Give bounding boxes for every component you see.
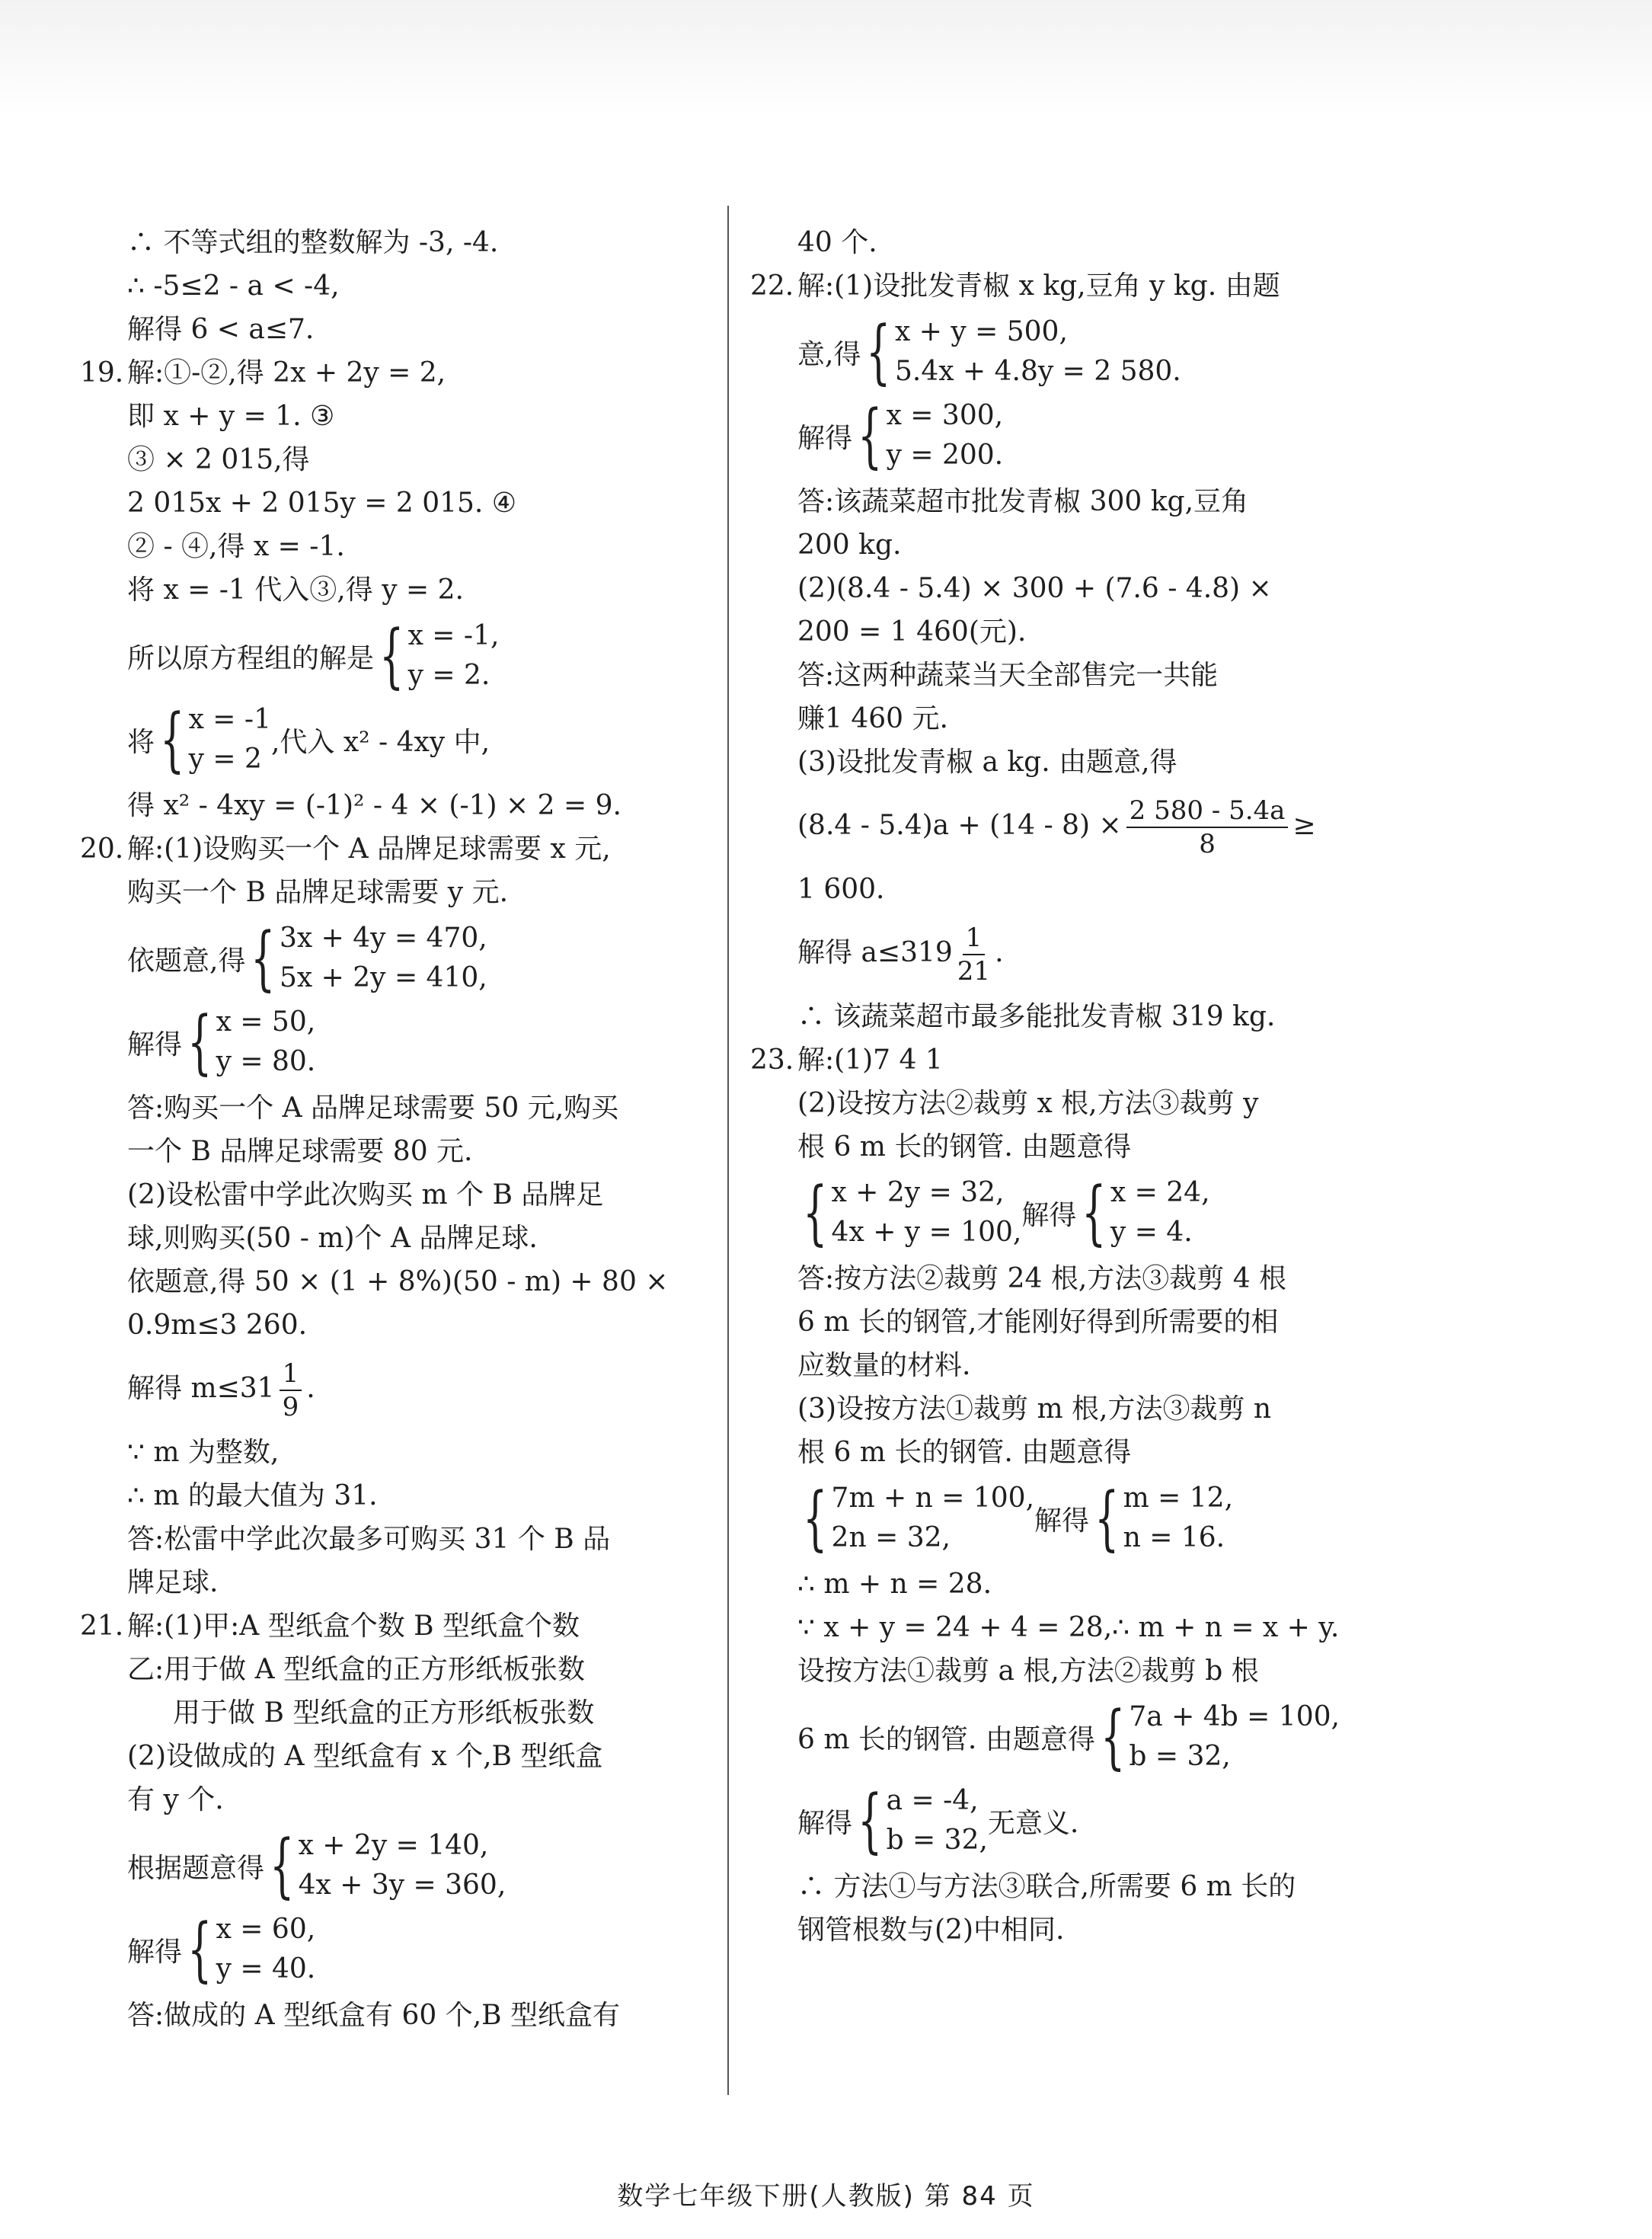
text-line: ∴ 不等式组的整数解为 -3, -4. xyxy=(127,227,499,258)
brace-icon: { xyxy=(270,1825,295,1906)
brace-icon: { xyxy=(1082,1172,1107,1253)
brace-icon: { xyxy=(858,1780,883,1861)
text-line: . xyxy=(306,1373,315,1404)
system-label: 6 m 长的钢管. 由题意得 xyxy=(797,1723,1095,1755)
text-line: 解:(1)7 4 1 xyxy=(797,1044,943,1076)
numerator: 1 xyxy=(963,922,986,955)
equation: x + y = 500, xyxy=(895,316,1068,347)
equation-system xyxy=(750,1781,1363,1860)
equation-system xyxy=(80,1826,720,1905)
equation: x = 60, xyxy=(216,1914,316,1945)
text-line: ∵ x + y = 24 + 4 = 28,∴ m + n = x + y. xyxy=(797,1612,1340,1643)
text-line: 200 kg. xyxy=(797,529,902,561)
equation: 5.4x + 4.8y = 2 580. xyxy=(895,356,1181,387)
equation-system xyxy=(80,616,720,696)
text-line: 根 6 m 长的钢管. 由题意得 xyxy=(797,1437,1132,1468)
system-label: 解得 xyxy=(127,1936,183,1968)
page-footer: 数学七年级下册(人教版) 第 84 页 xyxy=(617,2181,1035,2212)
brace-icon: { xyxy=(866,311,891,392)
brace-icon: { xyxy=(858,395,883,476)
text-line: (2)(8.4 - 5.4) × 300 + (7.6 - 4.8) × xyxy=(797,573,1272,604)
text-line: 用于做 B 型纸盒的正方形纸板张数 xyxy=(173,1697,595,1729)
question-number: 19. xyxy=(80,357,124,389)
brace-icon: { xyxy=(160,699,185,780)
equation: 3x + 4y = 470, xyxy=(280,923,487,954)
text-line: 答:这两种蔬菜当天全部售完一共能 xyxy=(797,660,1219,691)
text-line: ∴ 方法①与方法③联合,所需要 6 m 长的 xyxy=(797,1871,1296,1902)
system-label: 意,得 xyxy=(797,338,861,370)
text-line: 得 x² - 4xy = (-1)² - 4 × (-1) × 2 = 9. xyxy=(127,790,621,821)
equation: x = 24, xyxy=(1110,1177,1210,1208)
equation: y = 4. xyxy=(1110,1217,1193,1248)
equation-system xyxy=(750,396,1363,475)
text-line: 将 x = -1 代入③,得 y = 2. xyxy=(127,574,464,606)
text-line: 解:(1)甲:A 型纸盒个数 B 型纸盒个数 xyxy=(127,1610,580,1642)
equation: x = 50, xyxy=(216,1006,316,1038)
system-label: 解得 xyxy=(797,422,853,454)
text-line: . xyxy=(995,937,1004,968)
system-label: 依题意,得 xyxy=(127,945,246,977)
equation: 7m + n = 100, xyxy=(831,1483,1035,1514)
text-line: 答:购买一个 A 品牌足球需要 50 元,购买 xyxy=(127,1092,619,1124)
text-line: ∴ m 的最大值为 31. xyxy=(127,1480,378,1511)
brace-icon: { xyxy=(187,1001,212,1083)
equation-system xyxy=(80,1910,720,1989)
equation: a = -4, xyxy=(886,1785,979,1816)
equation: y = 40. xyxy=(216,1953,316,1985)
text-line: 解:(1)设购买一个 A 品牌足球需要 x 元, xyxy=(127,833,611,865)
text-line: 即 x + y = 1. ③ xyxy=(127,401,335,432)
equation: 2n = 32, xyxy=(831,1522,951,1553)
text-line: (3)设按方法①裁剪 m 根,方法③裁剪 n xyxy=(797,1393,1272,1425)
text-line: 0.9m≤3 260. xyxy=(127,1310,308,1341)
question-number: 21. xyxy=(80,1610,124,1642)
text-line: ∵ m 为整数, xyxy=(127,1437,280,1468)
equation: y = 200. xyxy=(886,440,1004,471)
system-suffix: ,代入 x² - 4xy 中, xyxy=(270,726,490,758)
brace-icon: { xyxy=(803,1477,828,1559)
equation-system xyxy=(80,919,720,998)
denominator: 9 xyxy=(282,1392,299,1422)
text-line: (3)设批发青椒 a kg. 由题意,得 xyxy=(797,747,1177,778)
left-column xyxy=(80,221,720,2037)
equation: b = 32, xyxy=(886,1825,988,1856)
equation: x = 300, xyxy=(886,400,1004,431)
equation: b = 32, xyxy=(1129,1741,1231,1772)
equation-system xyxy=(750,1697,1363,1777)
brace-icon: { xyxy=(187,1908,212,1990)
equation: n = 16. xyxy=(1123,1522,1225,1553)
text-line: 2 015x + 2 015y = 2 015. ④ xyxy=(127,488,517,519)
text-line: ∴ 该蔬菜超市最多能批发青椒 319 kg. xyxy=(797,1001,1276,1032)
fraction-line xyxy=(80,1347,720,1431)
system-label: 解得 xyxy=(1021,1199,1077,1231)
brace-icon: { xyxy=(251,917,276,999)
text-line: 解:(1)设批发青椒 x kg,豆角 y kg. 由题 xyxy=(797,270,1280,302)
equation: x + 2y = 140, xyxy=(298,1830,489,1861)
text-line: 200 = 1 460(元). xyxy=(797,616,1027,648)
text-line: 购买一个 B 品牌足球需要 y 元. xyxy=(127,877,509,908)
equation: y = 2. xyxy=(407,660,490,691)
equation: y = 2 xyxy=(188,744,262,775)
question-19 xyxy=(80,351,720,395)
text-line: (2)设松雷中学此次购买 m 个 B 品牌足 xyxy=(127,1179,604,1211)
system-label: 解得 xyxy=(797,1807,853,1839)
text-line: ③ × 2 015,得 xyxy=(127,444,310,475)
numerator: 2 580 - 5.4a xyxy=(1126,795,1289,828)
text-line: 赚1 460 元. xyxy=(797,703,948,734)
fraction-line xyxy=(750,911,1363,995)
column-divider xyxy=(727,206,729,2095)
text-line: 6 m 长的钢管,才能刚好得到所需要的相 xyxy=(797,1307,1279,1338)
equation: x = -1 xyxy=(188,704,271,735)
text-line: 钢管根数与(2)中相同. xyxy=(797,1914,1065,1946)
system-label: 解得 xyxy=(127,1028,183,1060)
right-column xyxy=(750,221,1363,1952)
equation: m = 12, xyxy=(1123,1483,1234,1514)
numerator: 1 xyxy=(280,1358,302,1391)
system-label: 所以原方程组的解是 xyxy=(127,642,375,674)
equation-system xyxy=(750,312,1363,392)
text-line: ∴ m + n = 28. xyxy=(797,1569,992,1600)
text-line: 球,则购买(50 - m)个 A 品牌足球. xyxy=(127,1223,538,1254)
scan-shadow xyxy=(0,0,1652,114)
text-line: (2)设做成的 A 型纸盒有 x 个,B 型纸盒 xyxy=(127,1741,603,1772)
text-line: 1 600. xyxy=(797,874,885,905)
equation: 5x + 2y = 410, xyxy=(280,962,487,993)
text-line: 依题意,得 50 × (1 + 8%)(50 - m) + 80 × xyxy=(127,1266,669,1297)
text-line: 应数量的材料. xyxy=(797,1350,971,1381)
equation: x + 2y = 32, xyxy=(831,1177,1005,1208)
question-20 xyxy=(80,827,720,871)
equation: 4x + y = 100, xyxy=(831,1217,1022,1248)
equation-system xyxy=(750,1479,1363,1558)
text-line: 答:按方法②裁剪 24 根,方法③裁剪 4 根 xyxy=(797,1263,1287,1294)
fraction xyxy=(1126,795,1289,860)
text-line: (2)设按方法②裁剪 x 根,方法③裁剪 y xyxy=(797,1088,1259,1119)
question-number: 22. xyxy=(750,270,794,302)
question-number: 23. xyxy=(750,1044,794,1076)
brace-icon: { xyxy=(803,1172,828,1253)
question-22 xyxy=(750,264,1363,308)
equation-system xyxy=(80,700,720,779)
equation-system xyxy=(750,1173,1363,1252)
question-21 xyxy=(80,1604,720,1648)
fraction-line xyxy=(750,784,1363,868)
text-line: ∴ -5≤2 - a < -4, xyxy=(127,270,340,302)
text-line: ② - ④,得 x = -1. xyxy=(127,531,345,562)
text-line: 答:松雷中学此次最多可购买 31 个 B 品 xyxy=(127,1524,611,1555)
text-line: 有 y 个. xyxy=(127,1784,224,1815)
system-suffix: 无意义. xyxy=(987,1807,1079,1839)
text-line: 答:做成的 A 型纸盒有 60 个,B 型纸盒有 xyxy=(127,2000,621,2031)
text-line: 牌足球. xyxy=(127,1567,219,1598)
brace-icon: { xyxy=(1101,1696,1126,1777)
text-line: 解:①-②,得 2x + 2y = 2, xyxy=(127,357,446,389)
equation: 7a + 4b = 100, xyxy=(1129,1701,1340,1732)
system-label: 根据题意得 xyxy=(127,1852,265,1884)
system-label: 解得 xyxy=(1034,1505,1090,1537)
denominator: 8 xyxy=(1199,829,1216,859)
text-line: 乙:用于做 A 型纸盒的正方形纸板张数 xyxy=(127,1654,586,1685)
text-line: 一个 B 品牌足球需要 80 元. xyxy=(127,1136,473,1167)
fraction xyxy=(957,922,990,987)
fraction xyxy=(280,1358,302,1423)
text-line: ≥ xyxy=(1293,810,1316,841)
text-line: 根 6 m 长的钢管. 由题意得 xyxy=(797,1131,1132,1163)
denominator: 21 xyxy=(957,956,991,987)
equation: 4x + 3y = 360, xyxy=(298,1870,506,1901)
text-line: (8.4 - 5.4)a + (14 - 8) × xyxy=(797,810,1122,841)
text-line: 解得 m≤31 xyxy=(127,1373,275,1404)
text-line: 设按方法①裁剪 a 根,方法②裁剪 b 根 xyxy=(797,1655,1259,1687)
text-line: 40 个. xyxy=(797,227,877,258)
text-line: 答:该蔬菜超市批发青椒 300 kg,豆角 xyxy=(797,486,1249,517)
question-number: 20. xyxy=(80,833,124,865)
brace-icon: { xyxy=(379,615,404,696)
equation: x = -1, xyxy=(407,620,500,651)
question-23 xyxy=(750,1038,1363,1082)
brace-icon: { xyxy=(1094,1477,1120,1559)
equation: y = 80. xyxy=(216,1046,316,1077)
text-line: 解得 a≤319 xyxy=(797,937,953,968)
text-line: 解得 6 < a≤7. xyxy=(127,314,315,345)
equation-system xyxy=(80,1003,720,1082)
system-label: 将 xyxy=(127,726,155,758)
